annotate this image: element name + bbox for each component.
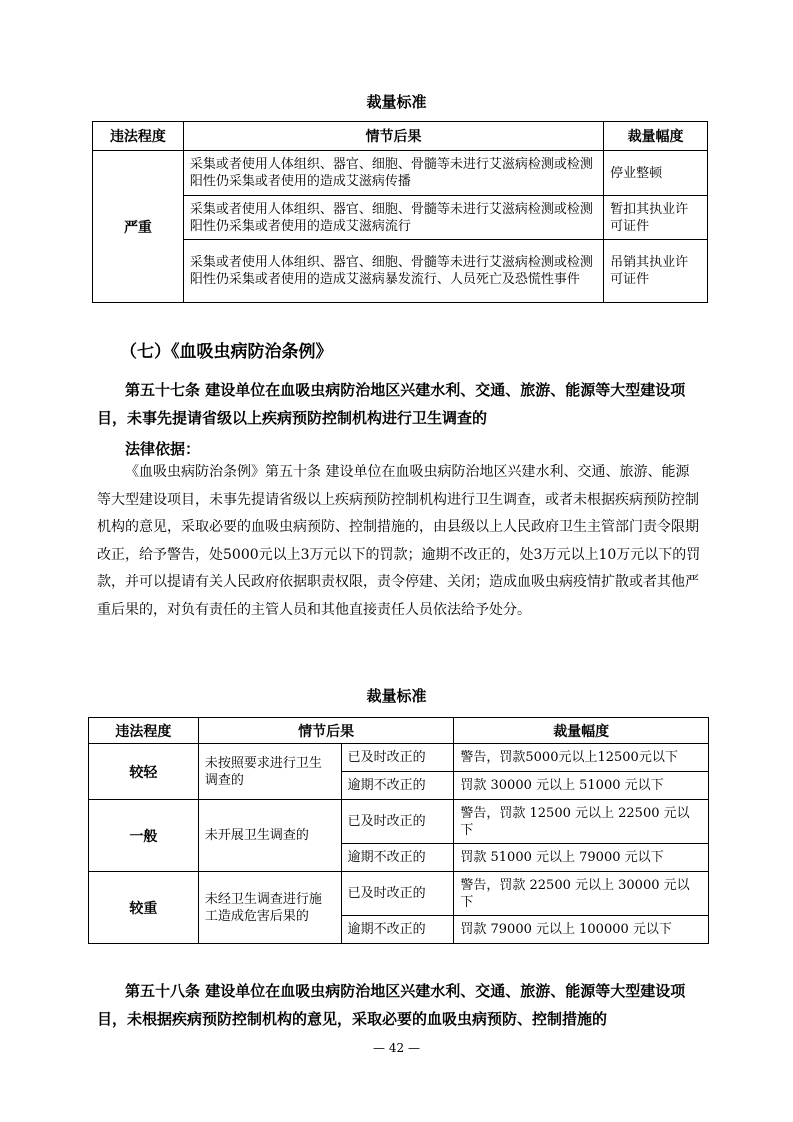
table1-header-penalty: 裁量幅度 xyxy=(604,122,708,151)
table2-circumstance: 未开展卫生调查的 xyxy=(198,800,341,872)
table2-level: 较重 xyxy=(89,872,199,944)
table2-level: 较轻 xyxy=(89,744,199,800)
article58-heading: 第五十八条 建设单位在血吸虫病防治地区兴建水利、交通、旅游、能源等大型建设项目，未根据疾病预防控制机构的意见，采取必要的血吸虫病预防、控制措施的 xyxy=(97,982,686,1028)
table1-circumstance: 采集或者使用人体组织、器官、细胞、骨髓等未进行艾滋病检测或检测阳性仍采集或者使用的造成艾滋病传播 xyxy=(183,151,603,196)
article57-heading: 第五十七条 建设单位在血吸虫病防治地区兴建水利、交通、旅游、能源等大型建设项目，未事先提请省级以上疾病预防控制机构进行卫生调查的 xyxy=(97,381,686,427)
table2-status: 已及时改正的 xyxy=(341,872,454,916)
table2-penalty: 罚款 51000 元以上 79000 元以下 xyxy=(454,844,709,872)
table2-level: 一般 xyxy=(89,800,199,872)
table2-penalty: 罚款 30000 元以上 51000 元以下 xyxy=(454,772,709,800)
table1-penalty: 停业整顿 xyxy=(604,151,708,196)
table1-circumstance: 采集或者使用人体组织、器官、细胞、骨髓等未进行艾滋病检测或检测阳性仍采集或者使用的造成艾滋病流行 xyxy=(183,196,603,240)
legal-basis-text: 《血吸虫病防治条例》第五十条 建设单位在血吸虫病防治地区兴建水利、交通、旅游、能源等大型建设项目，未事先提请省级以上疾病预防控制机构进行卫生调查，或者未根据疾病预防控制机构的意见，采取必要的血吸虫病预防、控制措施的，由县级以上人民政府卫生主管部门责令限期改正，给予警告，处5000元以上3万元以下的罚款；逾期不改正的，处3万元以上10万元以下的罚款，并可以提请有关人民政府依据职责权限，责令停建、关闭；造成血吸虫病疫情扩散或者其他严重后果的，对负有责任的主管人员和其他直接责任人员依法给予处分。 xyxy=(97,464,701,618)
table1-penalty: 吊销其执业许可证件 xyxy=(604,240,708,303)
section-title: （七）《血吸虫病防治条例》 xyxy=(120,342,333,362)
table1-caption: 裁量标准 xyxy=(366,93,427,111)
table2-penalty: 罚款 79000 元以上 100000 元以下 xyxy=(454,916,709,944)
table2-penalty: 警告，罚款 22500 元以上 30000 元以下 xyxy=(454,872,709,916)
table1-header-circumstance: 情节后果 xyxy=(183,122,603,151)
table2-penalty: 警告，罚款5000元以上12500元以下 xyxy=(454,744,709,772)
legal-basis-label: 法律依据： xyxy=(125,440,201,458)
table2-status: 逾期不改正的 xyxy=(341,916,454,944)
page-number: — 42 — xyxy=(373,1041,420,1055)
table2-header-penalty: 裁量幅度 xyxy=(454,718,709,744)
table2-penalty: 警告，罚款 12500 元以上 22500 元以下 xyxy=(454,800,709,844)
table2 xyxy=(88,717,709,944)
table2-status: 逾期不改正的 xyxy=(341,772,454,800)
table1-header-level: 违法程度 xyxy=(93,122,184,151)
table2-header-level: 违法程度 xyxy=(89,718,199,744)
table2-header-circumstance: 情节后果 xyxy=(198,718,454,744)
table2-status: 已及时改正的 xyxy=(341,744,454,772)
table2-status: 逾期不改正的 xyxy=(341,844,454,872)
table1-circumstance: 采集或者使用人体组织、器官、细胞、骨髓等未进行艾滋病检测或检测阳性仍采集或者使用的造成艾滋病暴发流行、人员死亡及恐慌性事件 xyxy=(183,240,603,303)
table1 xyxy=(92,121,708,303)
table1-penalty: 暂扣其执业许可证件 xyxy=(604,196,708,240)
table2-caption: 裁量标准 xyxy=(366,687,427,705)
table2-circumstance: 未按照要求进行卫生调查的 xyxy=(198,744,341,800)
table1-level: 严重 xyxy=(93,151,184,303)
table2-status: 已及时改正的 xyxy=(341,800,454,844)
table2-circumstance: 未经卫生调查进行施工造成危害后果的 xyxy=(198,872,341,944)
